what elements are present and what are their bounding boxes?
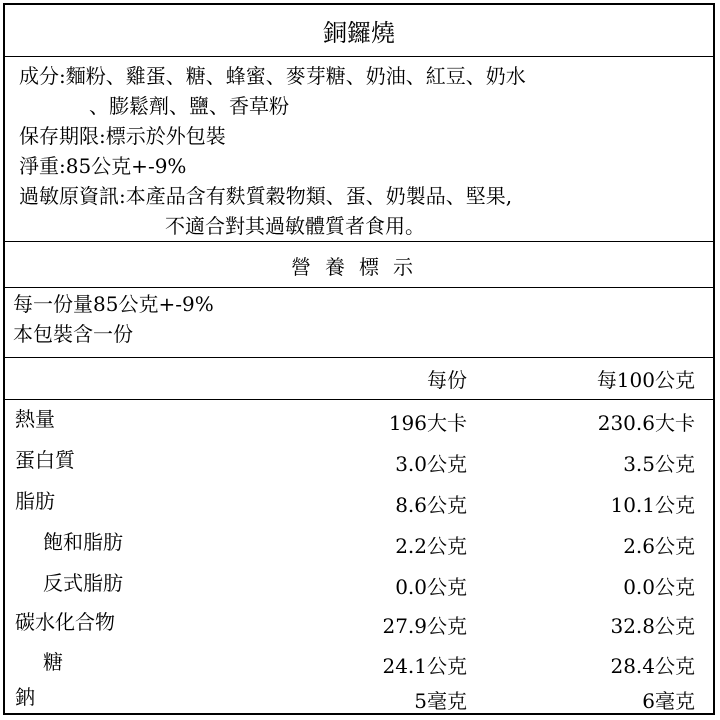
divider-info (5, 241, 713, 242)
nutrient-per-serving: 8.6公克 (395, 493, 467, 517)
nutrient-name: 碳水化合物 (15, 610, 115, 634)
nutrient-per-100g: 230.6大卡 (597, 411, 695, 435)
nutrient-per-serving: 3.0公克 (395, 452, 467, 476)
servings-per-package: 本包裝含一份 (13, 322, 133, 346)
nutrient-row-sugar (5, 642, 713, 680)
nutrient-per-100g: 32.8公克 (610, 614, 695, 638)
nutrient-row-calories (5, 399, 713, 437)
nutrient-per-100g: 2.6公克 (623, 534, 695, 558)
nutrient-name: 鈉 (15, 685, 35, 709)
nutrient-name: 熱量 (15, 407, 55, 431)
column-header-per-100g: 每100公克 (596, 368, 695, 392)
nutrition-title: 營養標示 (291, 254, 427, 279)
nutrient-per-serving: 27.9公克 (382, 614, 467, 638)
nutrient-per-100g: 10.1公克 (610, 493, 695, 517)
allergen-line-1: 過敏原資訊:本產品含有麩質穀物類、蛋、奶製品、堅果, (19, 184, 513, 208)
nutrient-per-serving: 196大卡 (388, 411, 467, 435)
nutrient-per-serving: 0.0公克 (395, 575, 467, 599)
ingredients-line-1: 成分:麵粉、雞蛋、糖、蜂蜜、麥芽糖、奶油、紅豆、奶水 (19, 64, 526, 88)
nutrient-per-serving: 5毫克 (414, 689, 467, 713)
product-name: 銅鑼燒 (5, 5, 713, 57)
nutrient-row-trans-fat (5, 563, 713, 601)
nutrient-per-100g: 3.5公克 (623, 452, 695, 476)
divider-serving (5, 357, 713, 358)
food-label (3, 3, 715, 715)
nutrient-row-protein (5, 440, 713, 478)
nutrient-name: 飽和脂肪 (43, 530, 123, 554)
nutrient-per-100g: 28.4公克 (610, 654, 695, 678)
serving-size: 每一份量85公克+-9% (13, 292, 214, 316)
ingredients-line-2: 、膨鬆劑、鹽、香草粉 (89, 94, 289, 118)
nutrient-per-serving: 2.2公克 (395, 534, 467, 558)
net-weight: 淨重:85公克+-9% (19, 154, 187, 178)
nutrient-row-sodium (5, 677, 713, 715)
nutrient-row-fat (5, 481, 713, 519)
nutrient-name: 糖 (43, 650, 63, 674)
allergen-line-2: 不適合對其過敏體質者食用。 (165, 214, 425, 238)
nutrient-row-carbohydrate (5, 602, 713, 640)
nutrient-name: 反式脂肪 (43, 571, 123, 595)
shelf-life: 保存期限:標示於外包裝 (19, 124, 226, 148)
nutrient-name: 脂肪 (15, 489, 55, 513)
column-header-per-serving: 每份 (427, 368, 467, 392)
nutrient-row-saturated-fat (5, 522, 713, 560)
nutrient-name: 蛋白質 (15, 448, 75, 472)
product-info (19, 61, 707, 241)
serving-info (13, 289, 214, 349)
divider-nutrition-title (5, 287, 713, 288)
nutrient-per-100g: 0.0公克 (623, 575, 695, 599)
nutrient-per-serving: 24.1公克 (382, 654, 467, 678)
nutrient-per-100g: 6毫克 (642, 689, 695, 713)
